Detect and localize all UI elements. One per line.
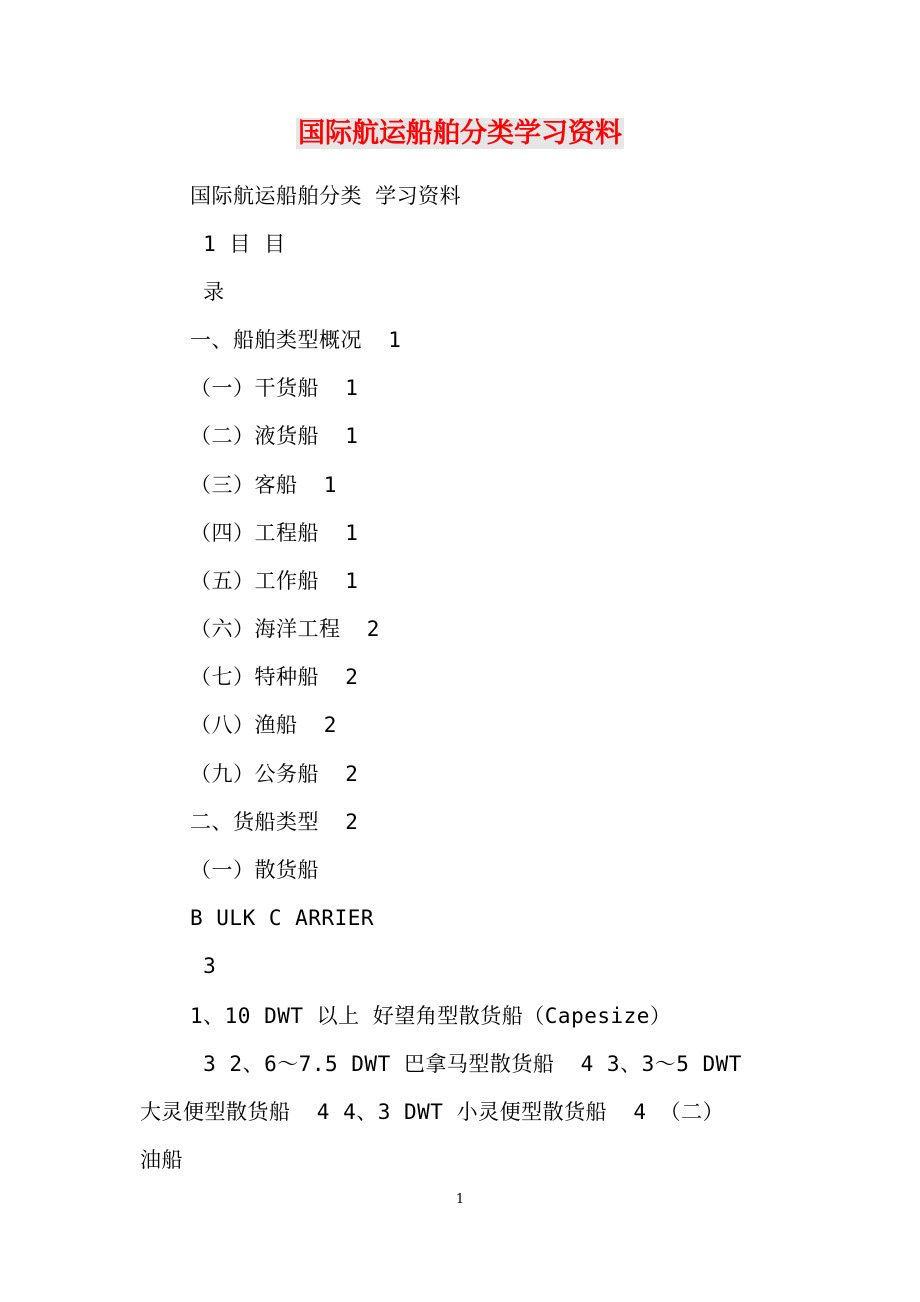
toc-item-line: （二）液货船 1 [190,424,359,448]
toc-item-line: （九）公务船 2 [190,762,359,786]
toc-item-line: 3 [190,954,217,978]
toc-heading-line: 国际航运船舶分类 学习资料 [190,184,462,208]
toc-line: 1 目 目 [190,232,286,256]
toc-section-line: 一、船舶类型概况 1 [190,328,402,352]
toc-item-line: 1、10 DWT 以上 好望角型散货船（Capesize） [190,1004,672,1028]
toc-item-line: （七）特种船 2 [190,665,359,689]
page-number: 1 [455,1192,465,1207]
document-title [0,114,920,154]
toc-item-line: 大灵便型散货船 4 4、3 DWT 小灵便型散货船 4 （二） [140,1100,725,1124]
toc-item-line: （五）工作船 1 [190,569,359,593]
toc-item-line: B ULK C ARRIER [190,906,375,930]
toc-item-line: 3 2、6～7.5 DWT 巴拿马型散货船 4 3、3～5 DWT [190,1052,742,1076]
toc-item-line: （六）海洋工程 2 [190,617,380,641]
toc-item-line: （八）渔船 2 [190,713,337,737]
document-title-text: 国际航运船舶分类学习资料 [298,118,622,149]
toc-item-line: （一）散货船 [190,858,319,882]
toc-item-line: （一）干货船 1 [190,376,359,400]
toc-item-line: （三）客船 1 [190,473,337,497]
toc-item-line: 油船 [140,1148,183,1172]
toc-item-line: （四）工程船 1 [190,521,359,545]
toc-section-line: 二、货船类型 2 [190,810,359,834]
toc-line: 录 [190,280,225,304]
